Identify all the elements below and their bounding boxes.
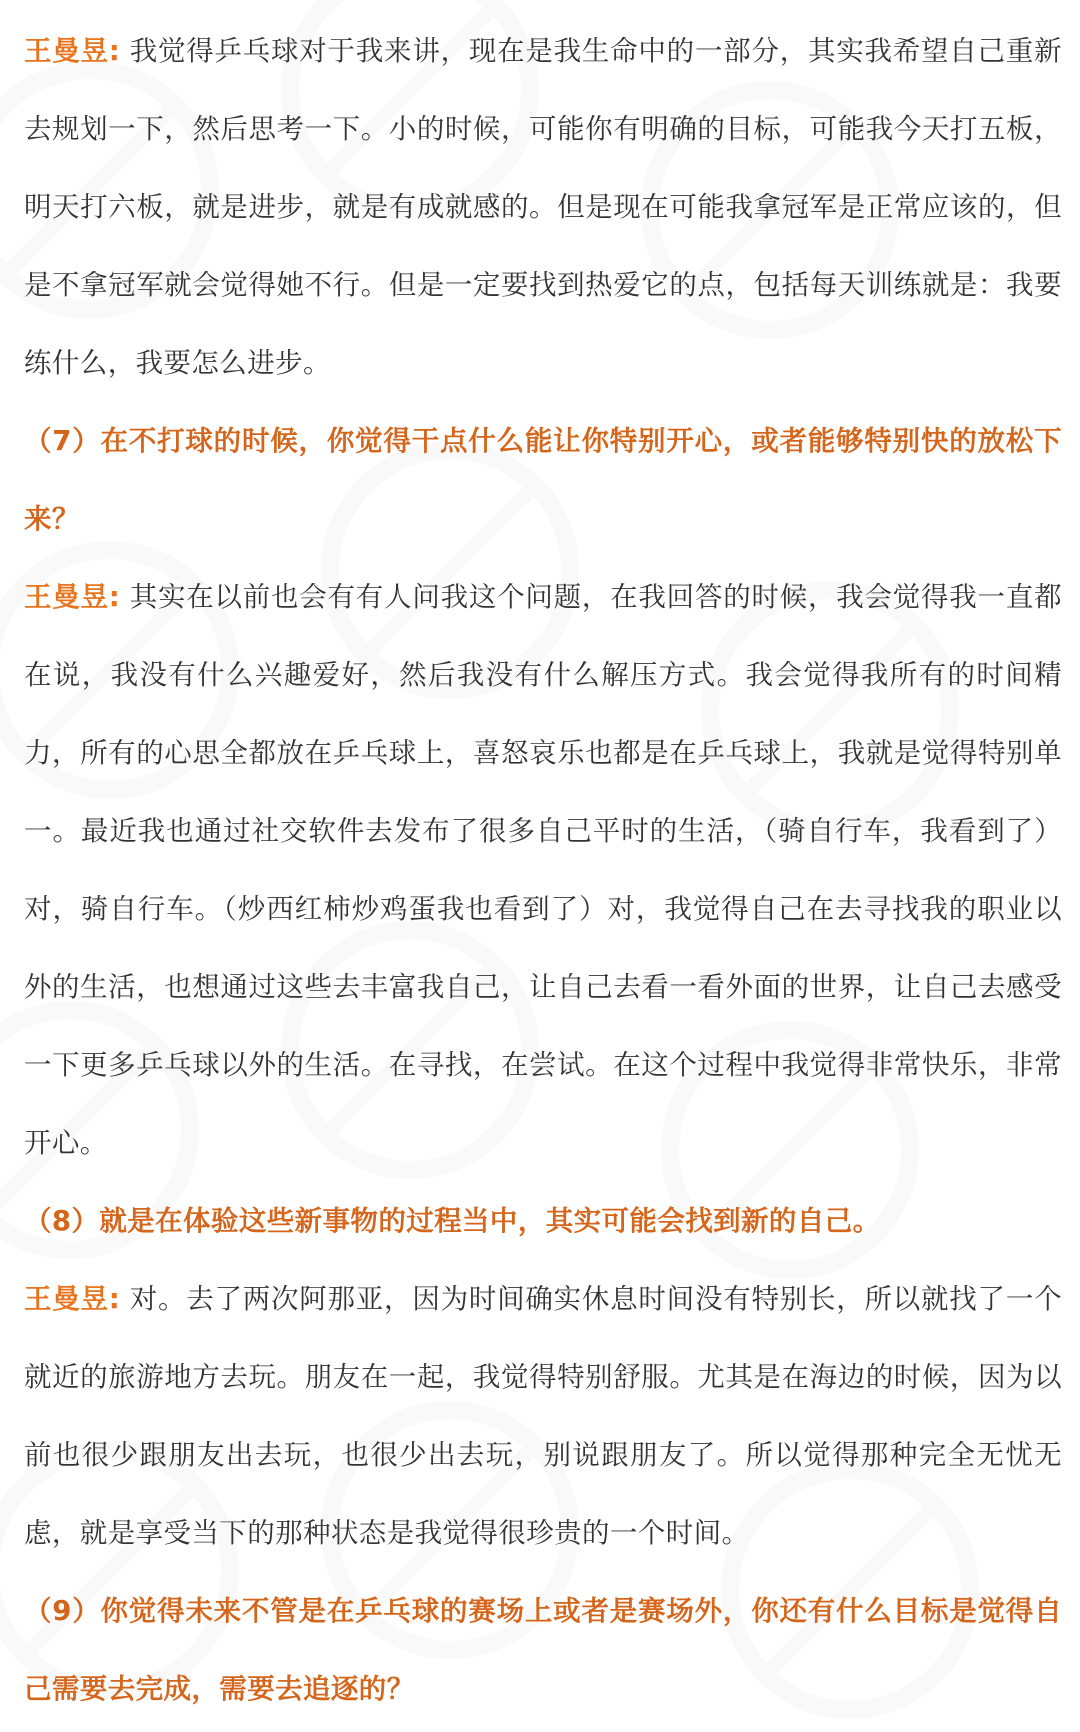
speaker-label: 王曼昱: [24,35,121,67]
question-8: （8）就是在体验这些新事物的过程当中，其实可能会找到新的自己。 [24,1205,881,1237]
answer-paragraph-2 [24,558,1062,1182]
answer-paragraph-3 [24,1260,1062,1572]
answer-text: 对。去了两次阿那亚，因为时间确实休息时间没有特别长，所以就找了一个就近的旅游地方去玩。朋友在一起，我觉得特别舒服。尤其是在海边的时候，因为以前也很少跟朋友出去玩，也很少出去玩，别说跟朋友了。所以觉得那种完全无忧无虑，就是享受当下的那种状态是我觉得很珍贵的一个时间。 [24,1283,1062,1549]
question-7: （7）在不打球的时候，你觉得干点什么能让你特别开心，或者能够特别快的放松下来？ [24,425,1062,535]
answer-text: 我觉得乒乓球对于我来讲，现在是我生命中的一部分，其实我希望自己重新去规划一下，然后思考一下。小的时候，可能你有明确的目标，可能我今天打五板，明天打六板，就是进步，就是有成就感的。但是现在可能我拿冠军是正常应该的，但是不拿冠军就会觉得她不行。但是一定要找到热爱它的点，包括每天训练就是：我要练什么，我要怎么进步。 [24,35,1062,379]
answer-text: 其实在以前也会有有人问我这个问题，在我回答的时候，我会觉得我一直都在说，我没有什么兴趣爱好，然后我没有什么解压方式。我会觉得我所有的时间精力，所有的心思全都放在乒乓球上，喜怒哀乐也都是在乒乓球上，我就是觉得特别单一。最近我也通过社交软件去发布了很多自己平时的生活，（骑自行车，我看到了）对，骑自行车。（炒西红柿炒鸡蛋我也看到了）对，我觉得自己在去寻找我的职业以外的生活，也想通过这些去丰富我自己，让自己去看一看外面的世界，让自己去感受一下更多乒乓球以外的生活。在寻找，在尝试。在这个过程中我觉得非常快乐，非常开心。 [24,581,1062,1159]
question-9: （9）你觉得未来不管是在乒乓球的赛场上或者是赛场外，你还有什么目标是觉得自己需要去完成，需要去追逐的？ [24,1595,1062,1705]
answer-paragraph-1 [24,12,1062,402]
speaker-label: 王曼昱: [24,581,121,613]
speaker-label: 王曼昱: [24,1283,121,1315]
